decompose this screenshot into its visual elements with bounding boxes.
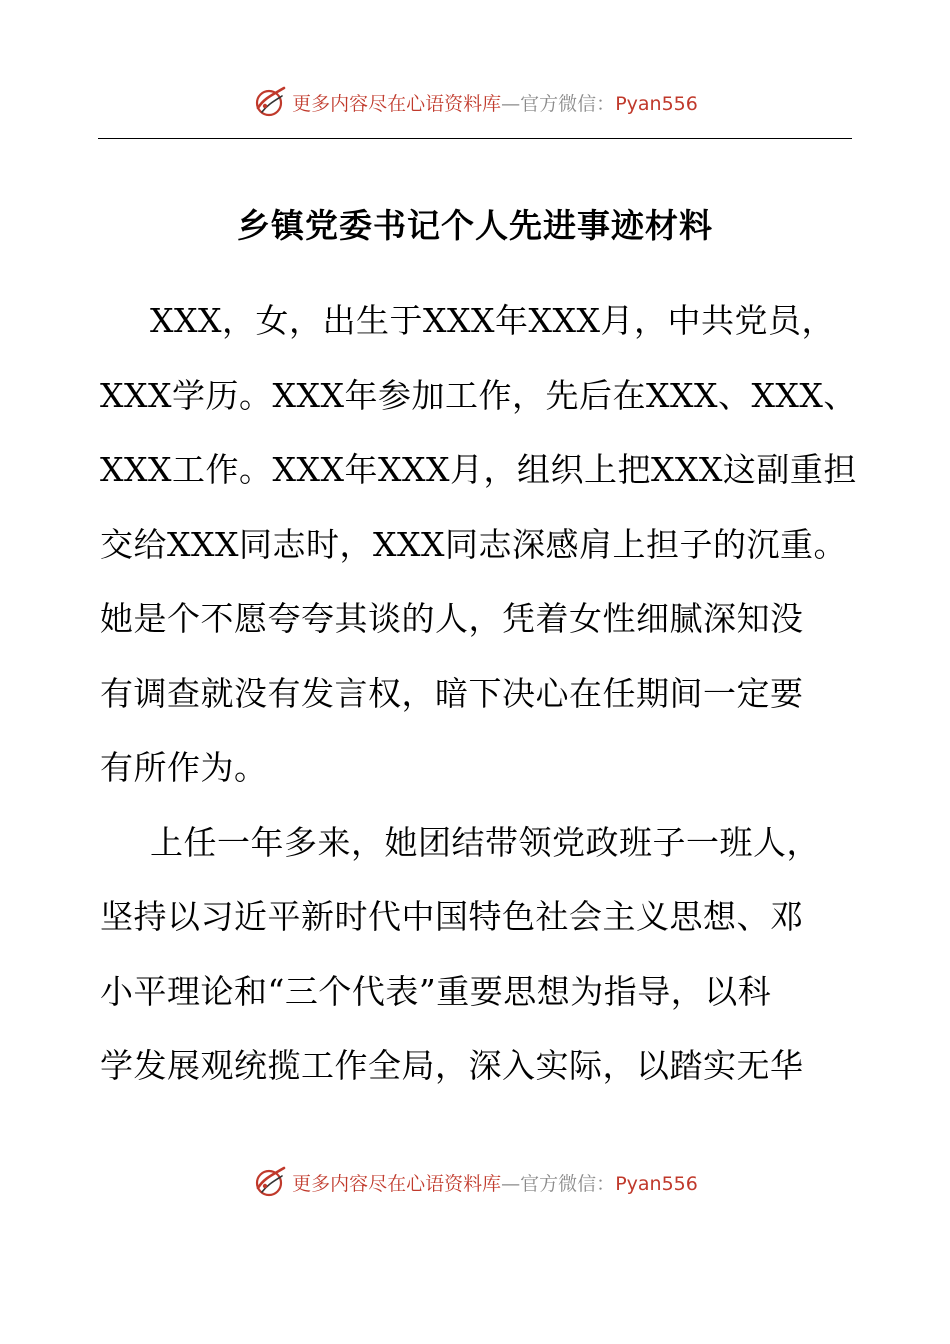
body-line: 交给XXX同志时，XXX同志深感肩上担子的沉重。 bbox=[100, 524, 847, 564]
header-watermark bbox=[0, 82, 950, 122]
watermark-wechat-id: Pyan556 bbox=[615, 1172, 698, 1195]
watermark-separator: — bbox=[501, 1172, 521, 1195]
body-line: 小平理论和“三个代表”重要思想为指导，以科 bbox=[100, 971, 772, 1011]
watermark-wechat-label: 官方微信： bbox=[520, 92, 616, 115]
pen-logo-icon bbox=[252, 1164, 288, 1200]
pen-logo-icon bbox=[252, 84, 288, 120]
body-line: XXX，女，出生于XXX年XXX月，中共党员， bbox=[150, 301, 835, 340]
body-line: XXX学历。XXX年参加工作，先后在XXX、XXX、 bbox=[100, 375, 857, 415]
body-line: 有所作为。 bbox=[100, 748, 268, 787]
watermark-cn: 更多内容尽在心语资料库 bbox=[292, 92, 502, 115]
body-line: 有调查就没有发言权，暗下决心在任期间一定要 bbox=[100, 673, 804, 713]
body-line: 上任一年多来，她团结带领党政班子一班人， bbox=[150, 822, 820, 862]
body-line: 她是个不愿夸夸其谈的人，凭着女性细腻深知没 bbox=[100, 599, 804, 638]
header-divider bbox=[98, 138, 852, 139]
watermark-wechat-label: 官方微信： bbox=[520, 1172, 616, 1195]
body-line: 坚持以习近平新时代中国特色社会主义思想、邓 bbox=[100, 897, 804, 936]
watermark-text bbox=[292, 89, 698, 116]
body-line: XXX工作。XXX年XXX月，组织上把XXX这副重担 bbox=[100, 450, 857, 489]
watermark-wechat-id: Pyan556 bbox=[615, 92, 698, 115]
watermark-separator: — bbox=[501, 92, 521, 115]
watermark-text bbox=[292, 1169, 698, 1196]
body-line: 学发展观统揽工作全局，深入实际，以踏实无华 bbox=[100, 1046, 804, 1085]
footer-watermark bbox=[0, 1162, 950, 1202]
watermark-cn: 更多内容尽在心语资料库 bbox=[292, 1172, 502, 1195]
document-body bbox=[100, 296, 860, 1116]
document-title: 乡镇党委书记个人先进事迹材料 bbox=[237, 206, 713, 245]
